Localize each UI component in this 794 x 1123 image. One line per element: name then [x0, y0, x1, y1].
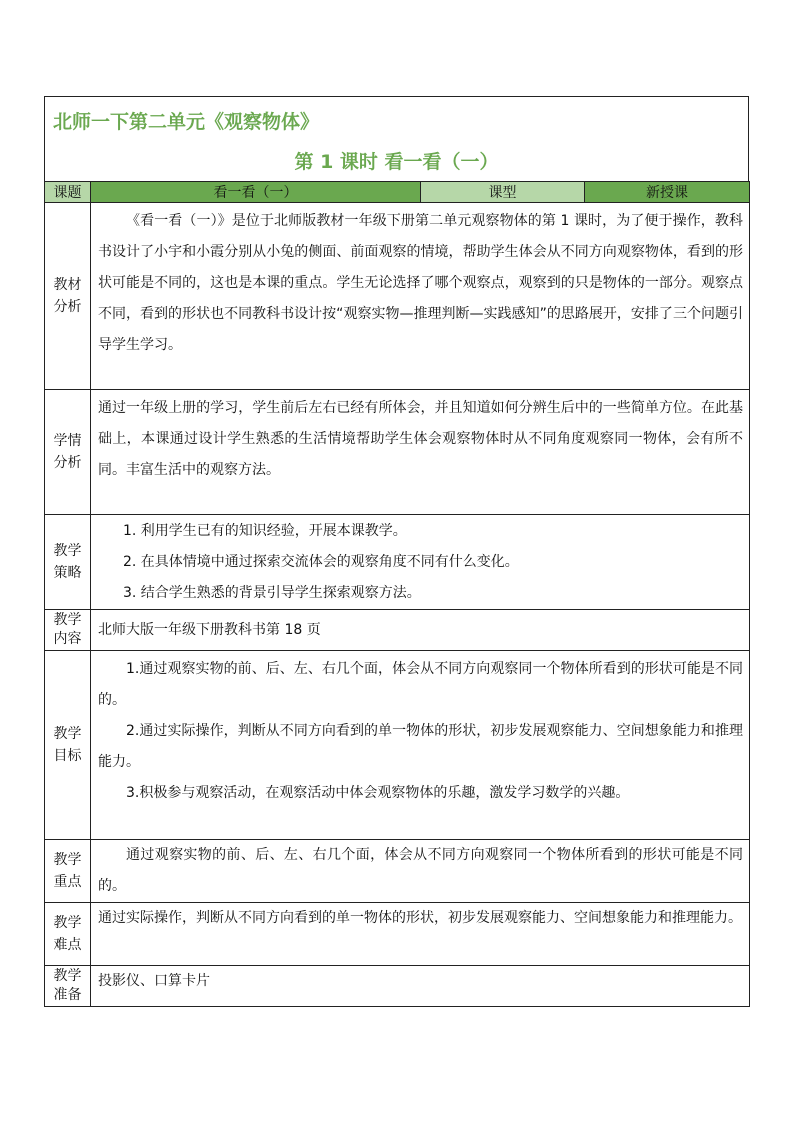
material-analysis-label: 教材分析: [45, 203, 91, 390]
goal-item: 2.通过实际操作，判断从不同方向看到的单一物体的形状，初步发展观察能力、空间想象能力和推理能力。: [98, 723, 743, 770]
strategy-cell: [91, 515, 750, 610]
material-analysis-row: [45, 203, 750, 390]
preparation-label: 教学准备: [45, 966, 91, 1007]
preparation-row: [45, 966, 750, 1007]
type-label: 课型: [421, 182, 585, 203]
difficulty-cell: [91, 903, 750, 966]
student-analysis-label: 学情分析: [45, 390, 91, 515]
lesson-plan-sheet: [44, 96, 749, 1007]
topic-value: 看一看（一）: [91, 182, 421, 203]
unit-title: 北师一下第二单元《观察物体》: [53, 111, 320, 133]
difficulty-text: 通过实际操作，判断从不同方向看到的单一物体的形状，初步发展观察能力、空间想象能力和推理能力。: [98, 910, 742, 926]
lesson-plan-table: [44, 181, 750, 1007]
goals-row: [45, 651, 750, 840]
type-value: 新授课: [585, 182, 750, 203]
key-point-row: [45, 840, 750, 903]
preparation-cell: [91, 966, 750, 1007]
difficulty-row: [45, 903, 750, 966]
goals-cell: [91, 651, 750, 840]
student-analysis-cell: [91, 390, 750, 515]
title-block: [44, 96, 749, 181]
strategy-item: 3. 结合学生熟悉的背景引导学生探索观察方法。: [123, 585, 421, 601]
strategy-row: [45, 515, 750, 610]
content-text: 北师大版一年级下册教科书第 18 页: [98, 621, 321, 638]
student-analysis-text: 通过一年级上册的学习，学生前后左右已经有所体会，并且知道如何分辨生后中的一些简单方位。在此基础上，本课通过设计学生熟悉的生活情境帮助学生体会观察物体时从不同角度观察同一物体，会有所不同。丰富生活中的观察方法。: [98, 400, 743, 478]
info-row: [45, 182, 750, 203]
strategy-item: 1. 利用学生已有的知识经验，开展本课教学。: [123, 523, 407, 539]
strategy-item: 2. 在具体情境中通过探索交流体会的观察角度不同有什么变化。: [123, 554, 519, 570]
material-analysis-cell: [91, 203, 750, 390]
key-point-text: 通过观察实物的前、后、左、右几个面，体会从不同方向观察同一个物体所看到的形状可能是不同的。: [98, 847, 743, 894]
difficulty-label: 教学难点: [45, 903, 91, 966]
strategy-label: 教学策略: [45, 515, 91, 610]
key-point-label: 教学重点: [45, 840, 91, 903]
content-label: 教学内容: [45, 610, 91, 651]
material-analysis-text: 《看一看（一）》是位于北师版教材一年级下册第二单元观察物体的第 1 课时，为了便于操作，教科书设计了小宇和小霞分别从小兔的侧面、前面观察的情境，帮助学生体会从不同方向观察物体，看到的形状可能是不同的，这也是本课的重点。学生无论选择了哪个观察点，观察到的只是物体的一部分。观察点不同，看到的形状也不同教科书设计按“观察实物—推理判断—实践感知”的思路展开，安排了三个问题引导学生学习。: [98, 213, 743, 353]
content-row: [45, 610, 750, 651]
preparation-text: 投影仪、口算卡片: [98, 973, 210, 989]
key-point-cell: [91, 840, 750, 903]
goal-item: 3.积极参与观察活动，在观察活动中体会观察物体的乐趣，激发学习数学的兴趣。: [126, 785, 630, 801]
content-cell: [91, 610, 750, 651]
goal-item: 1.通过观察实物的前、后、左、右几个面，体会从不同方向观察同一个物体所看到的形状可能是不同的。: [98, 661, 743, 708]
goals-label: 教学目标: [45, 651, 91, 840]
student-analysis-row: [45, 390, 750, 515]
goals-list: [91, 651, 749, 809]
lesson-title: 第 1 课时 看一看（一）: [294, 151, 499, 173]
topic-label: 课题: [45, 182, 91, 203]
